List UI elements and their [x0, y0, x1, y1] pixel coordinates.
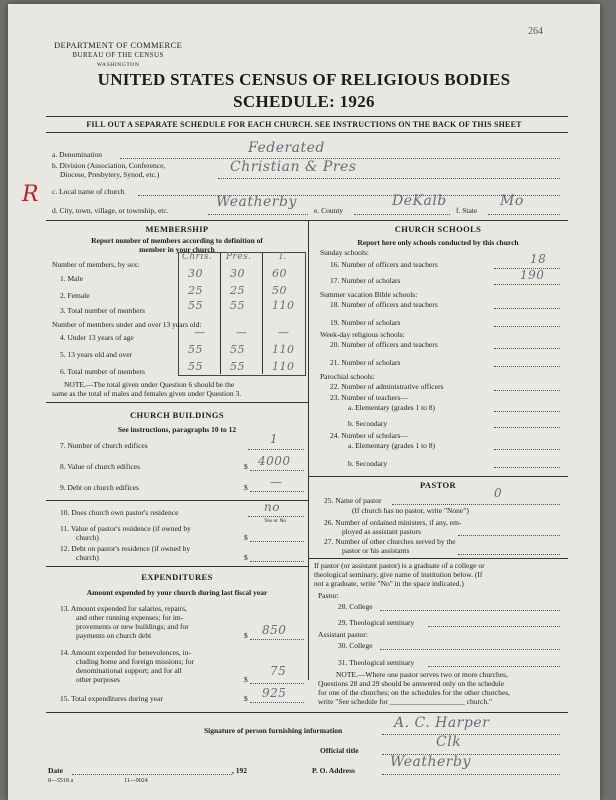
q24-label: 24. Number of scholars— [330, 431, 408, 440]
division-line [218, 178, 560, 179]
form-number: 8—5518 a [48, 778, 74, 784]
total-members-total[interactable]: 110 [272, 360, 295, 373]
dollar-sign: $ [244, 462, 248, 471]
q18-label: 18. Number of officers and teachers [330, 300, 438, 309]
form-instructions: FILL OUT A SEPARATE SCHEDULE FOR EACH CHURCH. SEE INSTRUCTIONS ON THE BACK OF THIS SHEET [86, 120, 522, 129]
q24a-label: a. Elementary (grades 1 to 8) [348, 441, 436, 450]
divider [46, 712, 568, 713]
edifices-value[interactable]: 1 [270, 432, 279, 446]
q22-label: 22. Number of administrative officers [330, 382, 444, 391]
q26-line-1: 26. Number of ordained ministers, if any, em- [324, 518, 462, 527]
graduate-note-2: theological seminary, give name of institution below. (If [314, 570, 483, 579]
census-schedule-sheet [8, 4, 600, 800]
total-members-pres[interactable]: 55 [230, 360, 245, 373]
residence-debt-line [250, 561, 304, 562]
female-label: 2. Female [60, 291, 90, 300]
expenditures-heading: EXPENDITURES [141, 572, 213, 582]
q26-line [458, 535, 560, 536]
bureau-name: BUREAU OF THE CENSUS [72, 51, 164, 59]
county-label: e. County [314, 206, 344, 215]
q30-line [380, 649, 560, 650]
form-number-2: 11—9024 [124, 778, 148, 784]
col-head-total: T. [278, 252, 287, 262]
exp-14-line-1: 14. Amount expended for benevolences, in- [60, 648, 192, 657]
parochial-schools-label: Parochial schools: [320, 372, 375, 381]
divider [46, 132, 568, 133]
q22-line [494, 390, 560, 391]
male-label: 1. Male [60, 274, 83, 283]
q25-value[interactable]: 0 [494, 486, 503, 500]
q19-line [494, 326, 560, 327]
stamp-number: 264 [528, 26, 543, 37]
q28-label: 28. College [338, 602, 373, 611]
col-head-pres: Pres. [226, 252, 252, 262]
q23b-line [494, 427, 560, 428]
denomination-label: a. Denomination [52, 150, 102, 159]
po-address-label: P. O. Address [312, 766, 355, 775]
divider [308, 558, 568, 559]
date-year: , 192 [232, 766, 247, 775]
female-pres[interactable]: 25 [230, 284, 245, 297]
form-schedule: SCHEDULE: 1926 [233, 92, 375, 111]
pastor-note-1: NOTE.—Where one pastor serves two or more churches, [336, 670, 508, 679]
title-label: Official title [320, 746, 359, 755]
male-total[interactable]: 60 [272, 267, 287, 280]
sunday-schools-label: Sunday schools: [320, 248, 369, 257]
exp-13-line [250, 639, 304, 640]
col-head-chris: Chris. [182, 252, 213, 262]
grid-divider [262, 252, 263, 374]
exp-14-line-4: other purposes [76, 675, 120, 684]
exp-14-line-2: cluding home and foreign missions; for [76, 657, 195, 666]
state-label: f. State [456, 206, 478, 215]
red-check-mark: R [22, 182, 39, 207]
q31-label: 31. Theological seminary [338, 658, 415, 667]
male-pres[interactable]: 30 [230, 267, 245, 280]
signature-line [382, 734, 560, 735]
q28-line [380, 610, 560, 611]
divider [46, 402, 308, 403]
exp-15-label: 15. Total expenditures during year [60, 694, 163, 703]
total-pres[interactable]: 55 [230, 299, 245, 312]
over-13-chris[interactable]: 55 [188, 343, 203, 356]
yes-no-hint: Yes or No [264, 518, 287, 524]
edifice-debt-label: 9. Debt on church edifices [60, 483, 139, 492]
total-members-label: 6. Total number of members [60, 367, 145, 376]
q24b-label: b. Secondary [348, 459, 388, 468]
division-value[interactable]: Christian & Pres [230, 159, 357, 175]
column-divider [308, 220, 309, 680]
division-label-2: Diocese, Presbytery, Synod, etc.) [60, 170, 160, 179]
q25-line [392, 504, 560, 505]
owns-residence-value[interactable]: no [264, 500, 280, 514]
under-13-total[interactable]: — [278, 326, 290, 339]
over-13-pres[interactable]: 55 [230, 343, 245, 356]
pastor-note-2: Questions 28 and 29 should be answered only on the schedule [318, 679, 505, 688]
signature-value[interactable]: A. C. Harper [394, 715, 490, 731]
bureau-city: WASHINGTON [96, 62, 140, 68]
over-13-total[interactable]: 110 [272, 343, 295, 356]
edifice-debt-line [250, 491, 304, 492]
total-label: 3. Total number of members [60, 306, 145, 315]
exp-13-line-2: and other running expenses; for im- [76, 613, 184, 622]
pastor-note-3: for one of the churches; on the schedules for the other churches, [318, 688, 511, 697]
signature-label: Signature of person furnishing information [204, 726, 343, 735]
under-13-label: 4. Under 13 years of age [60, 333, 134, 342]
q29-label: 29. Theological seminary [338, 618, 415, 627]
title-value[interactable]: Clk [436, 734, 462, 750]
city-line [208, 214, 308, 215]
q20-line [494, 348, 560, 349]
over-13-label: 5. 13 years old and over [60, 350, 133, 359]
city-label: d. City, town, village, or township, etc. [52, 206, 169, 215]
q24a-line [494, 449, 560, 450]
edifice-value[interactable]: 4000 [258, 454, 291, 468]
department-block [54, 40, 182, 70]
q21-label: 21. Number of scholars [330, 358, 401, 367]
exp-13-value[interactable]: 850 [262, 623, 287, 637]
date-label: Date [48, 766, 63, 775]
membership-note-2: same as the total of males and females given under Question 3. [52, 389, 242, 398]
divider [46, 566, 308, 567]
graduate-note-1: If pastor (or assistant pastor) is a graduate of a college or [314, 561, 485, 570]
q17-line [494, 284, 560, 285]
q23a-label: a. Elementary (grades 1 to 8) [348, 403, 436, 412]
po-address-value[interactable]: Weatherby [390, 754, 471, 770]
exp-14-value[interactable]: 75 [270, 664, 287, 678]
schools-sub: Report here only schools conducted by this church [357, 238, 519, 247]
total-total[interactable]: 110 [272, 299, 295, 312]
divider [46, 220, 568, 221]
q24b-line [494, 467, 560, 468]
weekday-schools-label: Week-day religious schools: [320, 330, 405, 339]
q23b-label: b. Secondary [348, 419, 388, 428]
schools-heading: CHURCH SCHOOLS [394, 224, 482, 234]
buildings-sub: See instructions, paragraphs 10 to 12 [117, 425, 237, 434]
by-sex-label: Number of members, by sex: [52, 260, 140, 269]
exp-13-line-4: payments on church debt [76, 631, 152, 640]
owns-residence-label: 10. Does church own pastor's residence [60, 508, 179, 517]
residence-debt-label: 12. Debt on pastor's residence (if owned by [60, 544, 191, 553]
q25-hint: (If church has no pastor, write "None") [352, 506, 469, 515]
state-line [488, 214, 560, 215]
county-value[interactable]: DeKalb [392, 193, 447, 209]
female-chris[interactable]: 25 [188, 284, 203, 297]
expenditures-sub: Amount expended by your church during last fiscal year [86, 588, 268, 597]
membership-sub: Report number of members according to definition of [91, 236, 263, 245]
q30-label: 30. College [338, 641, 373, 650]
residence-value-label-2: church) [76, 533, 99, 542]
exp-13-line-3: provements or new buildings; and for [76, 622, 189, 631]
female-total[interactable]: 50 [272, 284, 287, 297]
state-value[interactable]: Mo [500, 193, 524, 209]
q16-label: 16. Number of officers and teachers [330, 260, 438, 269]
residence-value-label: 11. Value of pastor's residence (if owned by [60, 524, 191, 533]
divider [46, 116, 568, 117]
q27-line-2: pastor or his assistants [342, 546, 410, 555]
residence-value-line [250, 541, 304, 542]
division-label: b. Division (Association, Conference, [52, 161, 166, 170]
q19-label: 19. Number of scholars [330, 318, 401, 327]
q31-line [428, 666, 560, 667]
local-name-label: c. Local name of church [52, 187, 125, 196]
under-13-pres[interactable]: — [236, 326, 248, 339]
dollar-sign: $ [244, 533, 248, 542]
date-line [72, 774, 232, 775]
q16-value[interactable]: 18 [530, 252, 547, 266]
dollar-sign: $ [244, 553, 248, 562]
dollar-sign: $ [244, 483, 248, 492]
q27-line [458, 554, 560, 555]
exp-14-line-3: denominational support; and for all [76, 666, 182, 675]
exp-14-line [250, 683, 304, 684]
membership-heading: MEMBERSHIP [145, 224, 209, 234]
edifices-label: 7. Number of church edifices [60, 441, 148, 450]
local-name-line [138, 195, 560, 196]
edifice-value-label: 8. Value of church edifices [60, 462, 141, 471]
pastor-label: Pastor: [318, 591, 339, 600]
divider [308, 476, 568, 477]
q17-value[interactable]: 190 [520, 268, 545, 282]
q29-line [428, 626, 560, 627]
exp-13-line-1: 13. Amount expended for salaries, repairs, [60, 604, 188, 613]
residence-debt-label-2: church) [76, 553, 99, 562]
total-members-chris[interactable]: 55 [188, 360, 203, 373]
total-chris[interactable]: 55 [188, 299, 203, 312]
county-line [354, 214, 450, 215]
pastor-heading: PASTOR [419, 480, 457, 490]
dollar-sign: $ [244, 631, 248, 640]
under-13-chris[interactable]: — [194, 326, 206, 339]
edifice-value-line [250, 470, 304, 471]
city-value[interactable]: Weatherby [216, 194, 297, 210]
buildings-heading: CHURCH BUILDINGS [129, 410, 224, 420]
grid-divider [220, 252, 221, 374]
male-chris[interactable]: 30 [188, 267, 203, 280]
exp-15-line [250, 702, 304, 703]
q17-label: 17. Number of scholars [330, 276, 401, 285]
q27-line-1: 27. Number of other churches served by the [324, 537, 456, 546]
summer-schools-label: Summer vacation Bible schools: [320, 290, 418, 299]
exp-15-value[interactable]: 925 [262, 686, 287, 700]
dollar-sign: $ [244, 694, 248, 703]
department-name: DEPARTMENT OF COMMERCE [54, 40, 183, 50]
q23-label: 23. Number of teachers— [330, 393, 408, 402]
asst-pastor-label: Assistant pastor: [318, 630, 368, 639]
edifices-line [248, 449, 304, 450]
q18-line [494, 308, 560, 309]
q25-label: 25. Name of pastor [324, 496, 382, 505]
owns-residence-line [248, 516, 304, 517]
po-address-line [382, 774, 560, 775]
denomination-value[interactable]: Federated [248, 140, 325, 156]
q21-line [494, 366, 560, 367]
membership-sub-2: member in your church [139, 245, 215, 254]
graduate-note-3: not a graduate, write "No" in the space indicated.) [314, 579, 464, 588]
q20-label: 20. Number of officers and teachers [330, 340, 438, 349]
pastor-note-4: write "See schedule for ____________________ church." [318, 697, 493, 706]
form-title: UNITED STATES CENSUS OF RELIGIOUS BODIES [97, 70, 511, 89]
q26-line-2: ployed as assistant pastors [342, 527, 421, 536]
age-label: Number of members under and over 13 years old: [52, 320, 202, 329]
q23a-line [494, 411, 560, 412]
membership-note: NOTE.—The total given under Question 6 should be the [64, 380, 235, 389]
dollar-sign: $ [244, 675, 248, 684]
edifice-debt-value[interactable]: — [270, 475, 283, 489]
